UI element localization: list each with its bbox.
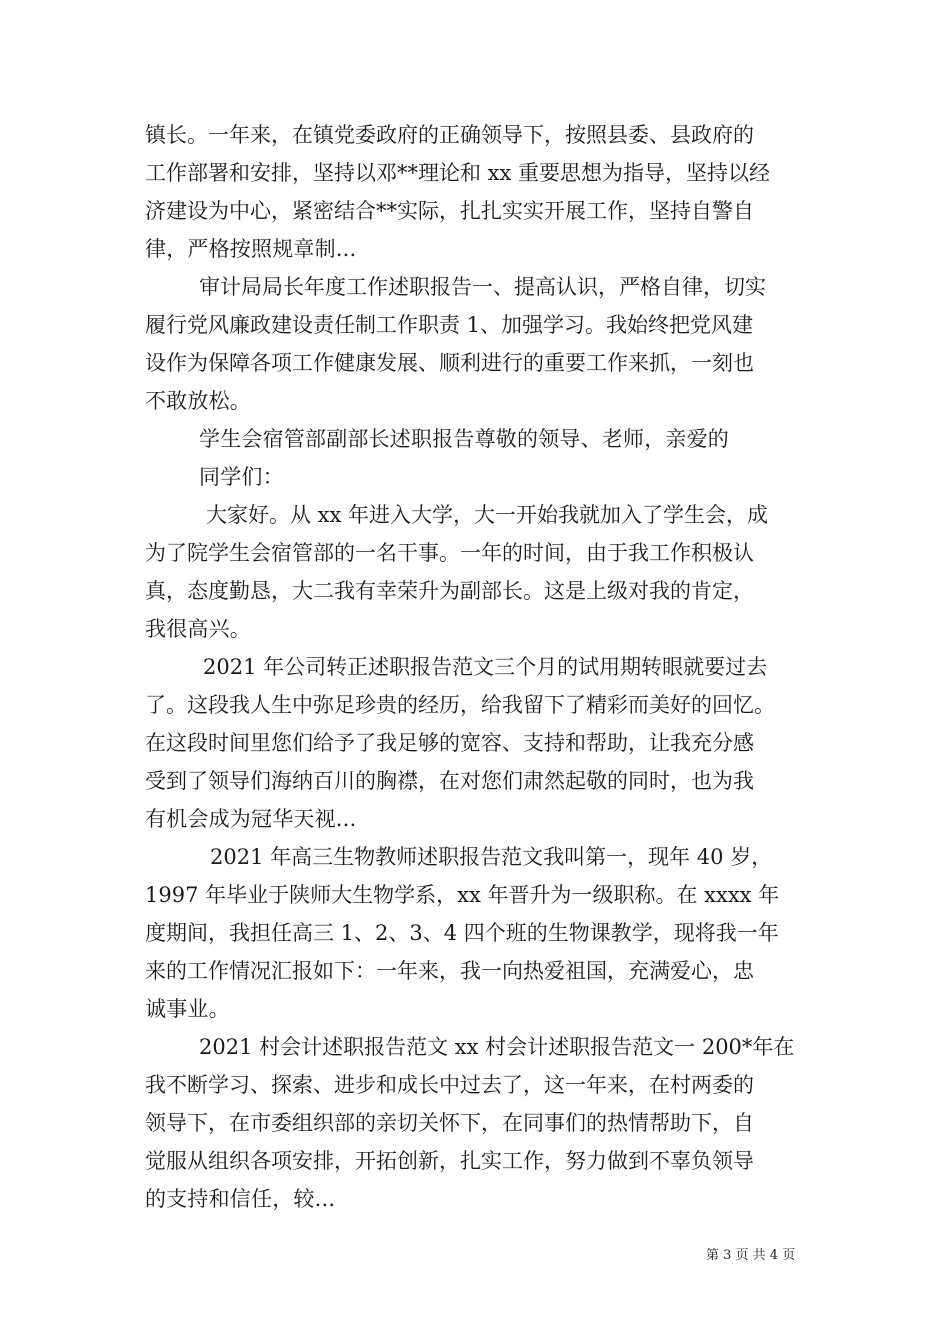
body-text-line: 律，严格按照规章制... xyxy=(145,237,357,261)
body-text-line: 我很高兴。 xyxy=(145,617,251,641)
body-text-line: 觉服从组织各项安排，开拓创新，扎实工作，努力做到不辜负领导 xyxy=(145,1149,754,1173)
body-text-line: 度期间，我担任高三 1、2、3、4 四个班的生物课教学，现将我一年 xyxy=(145,921,779,945)
body-text-line: 来的工作情况汇报如下：一年来，我一向热爱祖国，充满爱心，忠 xyxy=(145,959,754,983)
body-text-line: 同学们： xyxy=(199,465,284,489)
body-text-line: 受到了领导们海纳百川的胸襟，在对您们肃然起敬的同时，也为我 xyxy=(145,769,754,793)
body-text-line: 济建设为中心，紧密结合**实际，扎扎实实开展工作，坚持自警自 xyxy=(145,199,754,223)
paragraph-start-line: 2021 年公司转正述职报告范文三个月的试用期转眼就要过去 xyxy=(203,655,768,679)
body-text-line: 的支持和信任，较... xyxy=(145,1187,336,1211)
body-text-line: 有机会成为冠华天视... xyxy=(145,807,357,831)
body-text-line: 1997 年毕业于陕师大生物学系，xx 年晋升为一级职称。在 xxxx 年 xyxy=(145,883,780,907)
body-text-line: 镇长。一年来，在镇党委政府的正确领导下，按照县委、县政府的 xyxy=(145,123,754,147)
body-text-line: 诚事业。 xyxy=(145,997,230,1021)
body-text-line: 我不断学习、探索、进步和成长中过去了，这一年来，在村两委的 xyxy=(145,1073,754,1097)
body-text-line: 为了院学生会宿管部的一名干事。一年的时间，由于我工作积极认 xyxy=(145,541,754,565)
body-text-line: 真，态度勤恳，大二我有幸荣升为副部长。这是上级对我的肯定， xyxy=(145,579,754,603)
paragraph-start-line: 学生会宿管部副部长述职报告尊敬的领导、老师，亲爱的 xyxy=(199,427,729,451)
body-text-line: 工作部署和安排，坚持以邓**理论和 xx 重要思想为指导，坚持以经 xyxy=(145,161,771,185)
page-number-footer: 第 3 页 共 4 页 xyxy=(706,1248,796,1263)
body-text-line: 设作为保障各项工作健康发展、顺利进行的重要工作来抓，一刻也 xyxy=(145,351,754,375)
paragraph-start-line: 审计局局长年度工作述职报告一、提高认识，严格自律，切实 xyxy=(199,275,766,299)
body-text-line: 了。这段我人生中弥足珍贵的经历，给我留下了精彩而美好的回忆。 xyxy=(145,693,775,717)
body-text-line: 履行党风廉政建设责任制工作职责 1、加强学习。我始终把党风建 xyxy=(145,313,754,337)
paragraph-start-line: 2021 年高三生物教师述职报告范文我叫第一，现年 40 岁， xyxy=(210,845,773,869)
body-text-line: 不敢放松。 xyxy=(145,389,251,413)
paragraph-start-line: 大家好。从 xx 年进入大学，大一开始我就加入了学生会，成 xyxy=(206,503,769,527)
body-text-line: 领导下，在市委组织部的亲切关怀下，在同事们的热情帮助下，自 xyxy=(145,1111,754,1135)
paragraph-start-line: 2021 村会计述职报告范文 xx 村会计述职报告范文一 200*年在 xyxy=(199,1035,795,1059)
body-text-line: 在这段时间里您们给予了我足够的宽容、支持和帮助，让我充分感 xyxy=(145,731,754,755)
